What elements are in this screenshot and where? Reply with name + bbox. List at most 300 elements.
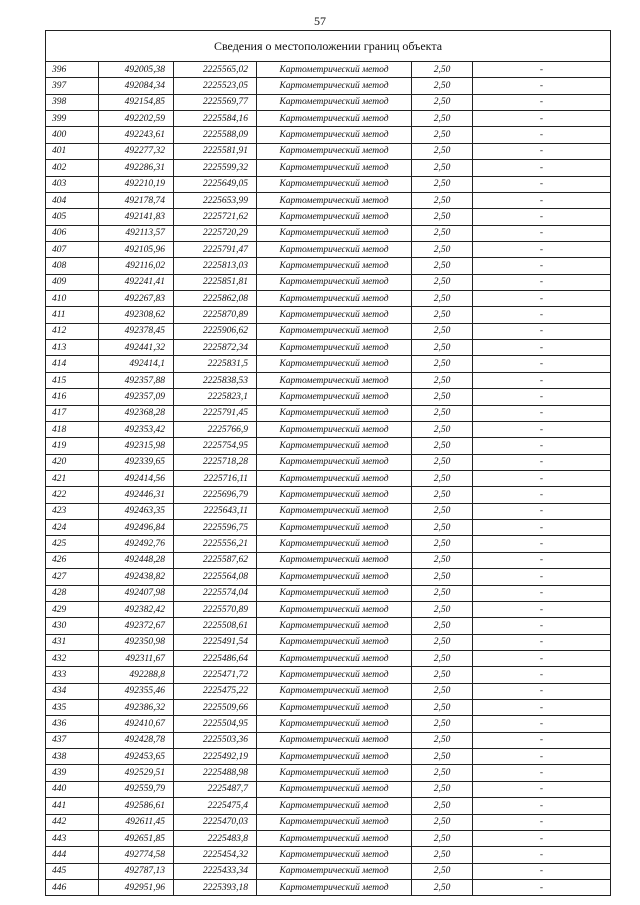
description-cell: - (473, 454, 611, 470)
accuracy-cell: 2,50 (412, 732, 473, 748)
description-cell: - (473, 143, 611, 159)
accuracy-cell: 2,50 (412, 323, 473, 339)
point-number-cell: 428 (46, 585, 99, 601)
table-row (46, 814, 610, 830)
table-row (46, 421, 610, 437)
method-cell: Картометрический метод (257, 765, 412, 781)
table-row (46, 683, 610, 699)
table-title: Сведения о местоположении границ объекта (46, 31, 610, 62)
table-row (46, 258, 610, 274)
description-cell: - (473, 700, 611, 716)
coord-x-cell: 492386,32 (99, 700, 174, 716)
table-row (46, 192, 610, 208)
coord-y-cell: 2225599,32 (174, 160, 257, 176)
coord-y-cell: 2225584,16 (174, 111, 257, 127)
coord-y-cell: 2225588,09 (174, 127, 257, 143)
method-cell: Картометрический метод (257, 700, 412, 716)
point-number-cell: 420 (46, 454, 99, 470)
accuracy-cell: 2,50 (412, 241, 473, 257)
coord-y-cell: 2225718,28 (174, 454, 257, 470)
point-number-cell: 444 (46, 847, 99, 863)
accuracy-cell: 2,50 (412, 552, 473, 568)
point-number-cell: 442 (46, 814, 99, 830)
method-cell: Картометрический метод (257, 667, 412, 683)
coord-x-cell: 492357,09 (99, 389, 174, 405)
coord-y-cell: 2225492,19 (174, 749, 257, 765)
description-cell: - (473, 716, 611, 732)
table-row (46, 143, 610, 159)
description-cell: - (473, 421, 611, 437)
description-cell: - (473, 111, 611, 127)
method-cell: Картометрический метод (257, 291, 412, 307)
accuracy-cell: 2,50 (412, 307, 473, 323)
coord-y-cell: 2225565,02 (174, 62, 257, 78)
coord-x-cell: 492353,42 (99, 421, 174, 437)
table-row (46, 569, 610, 585)
coord-x-cell: 492453,65 (99, 749, 174, 765)
coord-x-cell: 492288,8 (99, 667, 174, 683)
coord-x-cell: 492774,58 (99, 847, 174, 863)
table-row (46, 454, 610, 470)
table-row (46, 879, 610, 895)
point-number-cell: 397 (46, 78, 99, 94)
accuracy-cell: 2,50 (412, 127, 473, 143)
coord-y-cell: 2225653,99 (174, 192, 257, 208)
coord-x-cell: 492277,32 (99, 143, 174, 159)
coord-x-cell: 492355,46 (99, 683, 174, 699)
method-cell: Картометрический метод (257, 618, 412, 634)
accuracy-cell: 2,50 (412, 700, 473, 716)
accuracy-cell: 2,50 (412, 94, 473, 110)
point-number-cell: 396 (46, 62, 99, 78)
description-cell: - (473, 536, 611, 552)
coord-x-cell: 492407,98 (99, 585, 174, 601)
method-cell: Картометрический метод (257, 78, 412, 94)
method-cell: Картометрический метод (257, 749, 412, 765)
coord-y-cell: 2225596,75 (174, 520, 257, 536)
coord-x-cell: 492446,31 (99, 487, 174, 503)
coord-x-cell: 492116,02 (99, 258, 174, 274)
coord-y-cell: 2225433,34 (174, 863, 257, 879)
method-cell: Картометрический метод (257, 438, 412, 454)
description-cell: - (473, 94, 611, 110)
description-cell: - (473, 258, 611, 274)
point-number-cell: 418 (46, 421, 99, 437)
method-cell: Картометрический метод (257, 454, 412, 470)
description-cell: - (473, 438, 611, 454)
coord-x-cell: 492492,76 (99, 536, 174, 552)
coord-y-cell: 2225475,22 (174, 683, 257, 699)
accuracy-cell: 2,50 (412, 389, 473, 405)
table-row (46, 650, 610, 666)
method-cell: Картометрический метод (257, 176, 412, 192)
table-row (46, 634, 610, 650)
coord-y-cell: 2225523,05 (174, 78, 257, 94)
method-cell: Картометрический метод (257, 225, 412, 241)
description-cell: - (473, 830, 611, 846)
point-number-cell: 433 (46, 667, 99, 683)
coord-x-cell: 492178,74 (99, 192, 174, 208)
accuracy-cell: 2,50 (412, 225, 473, 241)
coord-x-cell: 492350,98 (99, 634, 174, 650)
table-row (46, 389, 610, 405)
description-cell: - (473, 749, 611, 765)
accuracy-cell: 2,50 (412, 209, 473, 225)
table-row (46, 863, 610, 879)
table-row (46, 62, 610, 78)
table-row (46, 700, 610, 716)
point-number-cell: 422 (46, 487, 99, 503)
accuracy-cell: 2,50 (412, 798, 473, 814)
point-number-cell: 431 (46, 634, 99, 650)
method-cell: Картометрический метод (257, 716, 412, 732)
coord-x-cell: 492414,56 (99, 470, 174, 486)
method-cell: Картометрический метод (257, 781, 412, 797)
accuracy-cell: 2,50 (412, 372, 473, 388)
point-number-cell: 445 (46, 863, 99, 879)
coord-y-cell: 2225721,62 (174, 209, 257, 225)
accuracy-cell: 2,50 (412, 781, 473, 797)
accuracy-cell: 2,50 (412, 160, 473, 176)
accuracy-cell: 2,50 (412, 143, 473, 159)
coord-y-cell: 2225716,11 (174, 470, 257, 486)
method-cell: Картометрический метод (257, 307, 412, 323)
table-row (46, 830, 610, 846)
description-cell: - (473, 62, 611, 78)
method-cell: Картометрический метод (257, 62, 412, 78)
description-cell: - (473, 340, 611, 356)
point-number-cell: 403 (46, 176, 99, 192)
coord-x-cell: 492496,84 (99, 520, 174, 536)
table-row (46, 274, 610, 290)
point-number-cell: 416 (46, 389, 99, 405)
accuracy-cell: 2,50 (412, 520, 473, 536)
table-row (46, 847, 610, 863)
accuracy-cell: 2,50 (412, 62, 473, 78)
table-row (46, 552, 610, 568)
description-cell: - (473, 78, 611, 94)
coord-x-cell: 492611,45 (99, 814, 174, 830)
coord-y-cell: 2225508,61 (174, 618, 257, 634)
coord-x-cell: 492243,61 (99, 127, 174, 143)
page-number: 57 (314, 14, 326, 28)
accuracy-cell: 2,50 (412, 650, 473, 666)
coord-x-cell: 492586,61 (99, 798, 174, 814)
description-cell: - (473, 520, 611, 536)
point-number-cell: 435 (46, 700, 99, 716)
table-row (46, 307, 610, 323)
coord-y-cell: 2225791,45 (174, 405, 257, 421)
table-row (46, 667, 610, 683)
boundary-table-sheet (45, 30, 611, 896)
coord-y-cell: 2225754,95 (174, 438, 257, 454)
table-row (46, 176, 610, 192)
coord-y-cell: 2225556,21 (174, 536, 257, 552)
accuracy-cell: 2,50 (412, 765, 473, 781)
method-cell: Картометрический метод (257, 94, 412, 110)
table-row (46, 209, 610, 225)
accuracy-cell: 2,50 (412, 192, 473, 208)
description-cell: - (473, 487, 611, 503)
point-number-cell: 427 (46, 569, 99, 585)
point-number-cell: 425 (46, 536, 99, 552)
point-number-cell: 412 (46, 323, 99, 339)
coord-x-cell: 492382,42 (99, 601, 174, 617)
description-cell: - (473, 192, 611, 208)
coord-y-cell: 2225791,47 (174, 241, 257, 257)
coord-y-cell: 2225872,34 (174, 340, 257, 356)
table-row (46, 94, 610, 110)
accuracy-cell: 2,50 (412, 536, 473, 552)
method-cell: Картометрический метод (257, 879, 412, 895)
point-number-cell: 404 (46, 192, 99, 208)
point-number-cell: 437 (46, 732, 99, 748)
method-cell: Картометрический метод (257, 863, 412, 879)
method-cell: Картометрический метод (257, 340, 412, 356)
point-number-cell: 432 (46, 650, 99, 666)
accuracy-cell: 2,50 (412, 111, 473, 127)
coord-y-cell: 2225483,8 (174, 830, 257, 846)
method-cell: Картометрический метод (257, 421, 412, 437)
table-row (46, 601, 610, 617)
description-cell: - (473, 291, 611, 307)
accuracy-cell: 2,50 (412, 634, 473, 650)
coord-y-cell: 2225862,08 (174, 291, 257, 307)
method-cell: Картометрический метод (257, 258, 412, 274)
description-cell: - (473, 618, 611, 634)
method-cell: Картометрический метод (257, 552, 412, 568)
description-cell: - (473, 765, 611, 781)
method-cell: Картометрический метод (257, 143, 412, 159)
coord-x-cell: 492210,19 (99, 176, 174, 192)
coord-x-cell: 492141,83 (99, 209, 174, 225)
description-cell: - (473, 274, 611, 290)
accuracy-cell: 2,50 (412, 176, 473, 192)
coord-x-cell: 492787,13 (99, 863, 174, 879)
coord-y-cell: 2225509,66 (174, 700, 257, 716)
table-row (46, 372, 610, 388)
coord-y-cell: 2225487,7 (174, 781, 257, 797)
point-number-cell: 402 (46, 160, 99, 176)
coord-y-cell: 2225831,5 (174, 356, 257, 372)
method-cell: Картометрический метод (257, 192, 412, 208)
description-cell: - (473, 683, 611, 699)
coord-x-cell: 492267,83 (99, 291, 174, 307)
method-cell: Картометрический метод (257, 209, 412, 225)
table-row (46, 438, 610, 454)
coord-x-cell: 492372,67 (99, 618, 174, 634)
description-cell: - (473, 667, 611, 683)
coord-y-cell: 2225491,54 (174, 634, 257, 650)
method-cell: Картометрический метод (257, 503, 412, 519)
method-cell: Картометрический метод (257, 160, 412, 176)
description-cell: - (473, 634, 611, 650)
coord-y-cell: 2225906,62 (174, 323, 257, 339)
description-cell: - (473, 585, 611, 601)
method-cell: Картометрический метод (257, 569, 412, 585)
description-cell: - (473, 127, 611, 143)
accuracy-cell: 2,50 (412, 78, 473, 94)
accuracy-cell: 2,50 (412, 814, 473, 830)
coord-y-cell: 2225587,62 (174, 552, 257, 568)
coord-y-cell: 2225649,05 (174, 176, 257, 192)
accuracy-cell: 2,50 (412, 847, 473, 863)
point-number-cell: 401 (46, 143, 99, 159)
accuracy-cell: 2,50 (412, 716, 473, 732)
coord-y-cell: 2225564,08 (174, 569, 257, 585)
table-row (46, 78, 610, 94)
table-row (46, 765, 610, 781)
description-cell: - (473, 225, 611, 241)
method-cell: Картометрический метод (257, 814, 412, 830)
table-row (46, 160, 610, 176)
method-cell: Картометрический метод (257, 520, 412, 536)
point-number-cell: 409 (46, 274, 99, 290)
method-cell: Картометрический метод (257, 634, 412, 650)
coord-x-cell: 492084,34 (99, 78, 174, 94)
point-number-cell: 415 (46, 372, 99, 388)
accuracy-cell: 2,50 (412, 356, 473, 372)
table-row (46, 503, 610, 519)
method-cell: Картометрический метод (257, 241, 412, 257)
table-row (46, 585, 610, 601)
coord-y-cell: 2225851,81 (174, 274, 257, 290)
point-number-cell: 438 (46, 749, 99, 765)
table-row (46, 111, 610, 127)
coord-x-cell: 492241,41 (99, 274, 174, 290)
point-number-cell: 400 (46, 127, 99, 143)
method-cell: Картометрический метод (257, 372, 412, 388)
table-body (46, 62, 610, 895)
method-cell: Картометрический метод (257, 127, 412, 143)
point-number-cell: 399 (46, 111, 99, 127)
coord-y-cell: 2225393,18 (174, 879, 257, 895)
description-cell: - (473, 372, 611, 388)
coord-x-cell: 492202,59 (99, 111, 174, 127)
coord-y-cell: 2225486,64 (174, 650, 257, 666)
point-number-cell: 419 (46, 438, 99, 454)
accuracy-cell: 2,50 (412, 503, 473, 519)
coord-y-cell: 2225838,53 (174, 372, 257, 388)
table-row (46, 225, 610, 241)
coord-x-cell: 492559,79 (99, 781, 174, 797)
method-cell: Картометрический метод (257, 847, 412, 863)
coord-y-cell: 2225823,1 (174, 389, 257, 405)
description-cell: - (473, 798, 611, 814)
coord-y-cell: 2225643,11 (174, 503, 257, 519)
method-cell: Картометрический метод (257, 830, 412, 846)
accuracy-cell: 2,50 (412, 487, 473, 503)
coord-x-cell: 492311,67 (99, 650, 174, 666)
point-number-cell: 443 (46, 830, 99, 846)
table-row (46, 487, 610, 503)
point-number-cell: 429 (46, 601, 99, 617)
method-cell: Картометрический метод (257, 601, 412, 617)
method-cell: Картометрический метод (257, 585, 412, 601)
description-cell: - (473, 307, 611, 323)
description-cell: - (473, 323, 611, 339)
accuracy-cell: 2,50 (412, 454, 473, 470)
coord-y-cell: 2225471,72 (174, 667, 257, 683)
point-number-cell: 405 (46, 209, 99, 225)
method-cell: Картометрический метод (257, 798, 412, 814)
description-cell: - (473, 241, 611, 257)
coord-x-cell: 492529,51 (99, 765, 174, 781)
coord-y-cell: 2225696,79 (174, 487, 257, 503)
table-row (46, 470, 610, 486)
description-cell: - (473, 863, 611, 879)
accuracy-cell: 2,50 (412, 863, 473, 879)
coord-y-cell: 2225570,89 (174, 601, 257, 617)
method-cell: Картометрический метод (257, 389, 412, 405)
description-cell: - (473, 814, 611, 830)
accuracy-cell: 2,50 (412, 618, 473, 634)
description-cell: - (473, 160, 611, 176)
accuracy-cell: 2,50 (412, 438, 473, 454)
accuracy-cell: 2,50 (412, 274, 473, 290)
accuracy-cell: 2,50 (412, 405, 473, 421)
description-cell: - (473, 176, 611, 192)
method-cell: Картометрический метод (257, 111, 412, 127)
table-row (46, 520, 610, 536)
method-cell: Картометрический метод (257, 732, 412, 748)
method-cell: Картометрический метод (257, 487, 412, 503)
description-cell: - (473, 356, 611, 372)
point-number-cell: 398 (46, 94, 99, 110)
point-number-cell: 426 (46, 552, 99, 568)
coord-x-cell: 492154,85 (99, 94, 174, 110)
method-cell: Картометрический метод (257, 683, 412, 699)
coord-y-cell: 2225581,91 (174, 143, 257, 159)
accuracy-cell: 2,50 (412, 830, 473, 846)
coord-x-cell: 492463,35 (99, 503, 174, 519)
accuracy-cell: 2,50 (412, 569, 473, 585)
coord-x-cell: 492651,85 (99, 830, 174, 846)
accuracy-cell: 2,50 (412, 291, 473, 307)
point-number-cell: 436 (46, 716, 99, 732)
accuracy-cell: 2,50 (412, 258, 473, 274)
description-cell: - (473, 405, 611, 421)
coord-y-cell: 2225574,04 (174, 585, 257, 601)
point-number-cell: 411 (46, 307, 99, 323)
coord-x-cell: 492113,57 (99, 225, 174, 241)
description-cell: - (473, 732, 611, 748)
coord-x-cell: 492308,62 (99, 307, 174, 323)
table-row (46, 536, 610, 552)
coord-y-cell: 2225813,03 (174, 258, 257, 274)
accuracy-cell: 2,50 (412, 585, 473, 601)
coord-x-cell: 492428,78 (99, 732, 174, 748)
coord-x-cell: 492438,82 (99, 569, 174, 585)
description-cell: - (473, 389, 611, 405)
coord-y-cell: 2225870,89 (174, 307, 257, 323)
coord-x-cell: 492410,67 (99, 716, 174, 732)
point-number-cell: 430 (46, 618, 99, 634)
method-cell: Картометрический метод (257, 405, 412, 421)
point-number-cell: 414 (46, 356, 99, 372)
table-row (46, 618, 610, 634)
description-cell: - (473, 781, 611, 797)
description-cell: - (473, 209, 611, 225)
coord-x-cell: 492105,96 (99, 241, 174, 257)
coord-y-cell: 2225475,4 (174, 798, 257, 814)
description-cell: - (473, 552, 611, 568)
coord-x-cell: 492414,1 (99, 356, 174, 372)
point-number-cell: 423 (46, 503, 99, 519)
point-number-cell: 413 (46, 340, 99, 356)
method-cell: Картометрический метод (257, 274, 412, 290)
table-row (46, 716, 610, 732)
